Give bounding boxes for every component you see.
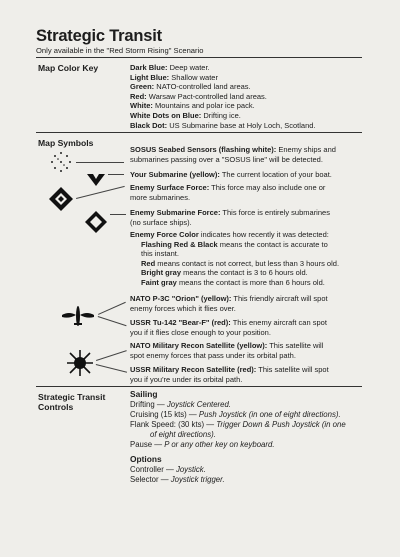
your-submarine-icon (86, 173, 106, 187)
enemy-surface-force-icon (48, 186, 74, 212)
color-key-item: Green: NATO-controlled land areas. (130, 82, 251, 92)
enemy-submarine-force-icon (84, 210, 108, 234)
control-row: Drifting — Joystick Centered. (130, 399, 231, 409)
controls-list (130, 390, 346, 485)
control-row: Pause — P or any other key on keyboard. (130, 439, 275, 449)
leader-line (108, 174, 124, 175)
your-submarine-entry: Your Submarine (yellow): The current location of your boat. (130, 170, 332, 179)
control-row: Cruising (15 kts) — Push Joystick (in one of eight directions). (130, 409, 341, 419)
leader-line (96, 364, 127, 373)
ussr-tu142-entry: USSR Tu-142 "Bear-F" (red): This enemy aircraft can spot you if it flies close enough to your position. (130, 318, 327, 337)
ussr-satellite-entry: USSR Military Recon Satellite (red): This satellite will spot you if you're under its orbital path. (130, 365, 329, 384)
sosus-entry: SOSUS Seabed Sensors (flashing white): Enemy ships and submarines passing over a "SOSUS line" will be detected. (130, 145, 336, 164)
color-key-item: White Dots on Blue: Drifting ice. (130, 110, 241, 120)
enemy-force-color-entry: Enemy Force Color indicates how recently it was detected: Flashing Red & Black means the contact is accurate to this instant. Red means contact is not correct, but less than 3 hours old. Bright gray means the contact is 3 to 6 hours old. Faint gray means the contact is more than 6 hours old. (130, 230, 340, 287)
controls-label: Strategic Transit Controls (38, 392, 106, 412)
control-row: of eight directions). (150, 429, 216, 439)
leader-line (98, 302, 126, 315)
color-key-item: White: Mountains and polar ice pack. (130, 101, 255, 111)
control-row: Controller — Joystick. (130, 465, 206, 475)
aircraft-icon (60, 305, 96, 327)
nato-satellite-entry: NATO Military Recon Satellite (yellow): This satellite will spot enemy forces that pass under its orbital path. (130, 341, 324, 360)
enemy-surface-force-entry: Enemy Surface Force: This force may also include one or more submarines. (130, 183, 326, 202)
control-row: Selector — Joystick trigger. (130, 475, 225, 485)
color-key-item: Black Dot: US Submarine base at Holy Loch, Scotland. (130, 120, 316, 130)
divider (36, 57, 362, 58)
map-symbols-label: Map Symbols (38, 138, 94, 148)
nato-p3c-entry: NATO P-3C "Orion" (yellow): This friendly aircraft will spot enemy forces which it flies over. (130, 294, 328, 313)
options-heading: Options (130, 454, 162, 465)
leader-line (110, 214, 126, 215)
leader-line (98, 316, 127, 326)
color-key-item: Red: Warsaw Pact-controlled land areas. (130, 91, 267, 101)
page-title: Strategic Transit (36, 27, 162, 45)
divider (36, 132, 362, 133)
sailing-heading: Sailing (130, 389, 158, 399)
color-key-item: Light Blue: Shallow water (130, 72, 218, 82)
control-row: Flank Speed: (30 kts) — Trigger Down & Push Joystick (in one (130, 419, 346, 429)
leader-line (76, 162, 124, 163)
color-key-item: Dark Blue: Deep water. (130, 63, 210, 72)
enemy-submarine-force-entry: Enemy Submarine Force: This force is entirely submarines (no surface ships). (130, 208, 330, 227)
divider (36, 386, 362, 387)
color-key-label: Map Color Key (38, 63, 99, 73)
leader-line (76, 186, 125, 199)
leader-line (96, 350, 127, 361)
sosus-sensor-icon (50, 151, 72, 173)
color-key-list (130, 63, 316, 130)
satellite-icon (66, 349, 94, 377)
page-subtitle: Only available in the "Red Storm Rising" Scenario (36, 46, 204, 55)
